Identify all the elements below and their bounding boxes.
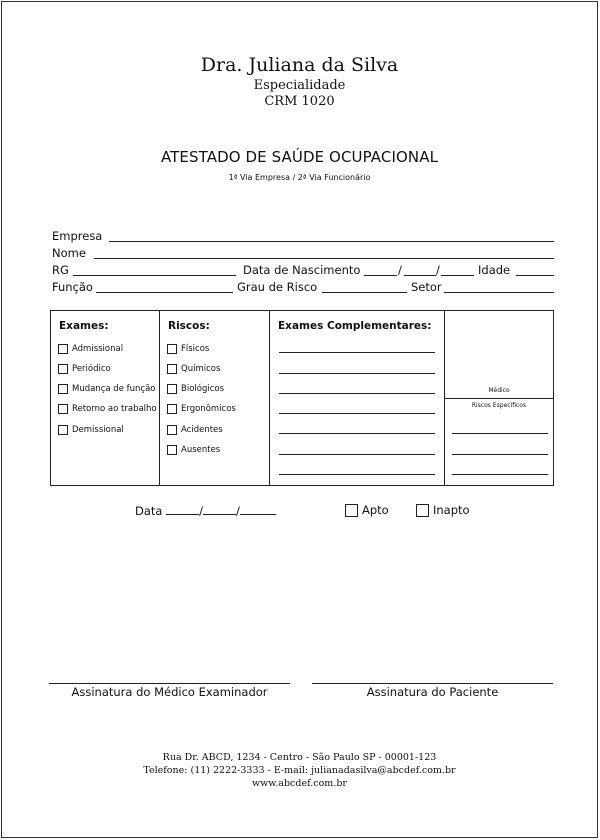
date-sep-2: /: [236, 504, 240, 518]
empresa-field[interactable]: [109, 241, 554, 242]
exam-date-row: [135, 504, 276, 518]
funcao-field[interactable]: [96, 292, 233, 293]
doctor-name: Dra. Juliana da Silva: [200, 54, 399, 76]
date-label: Data: [135, 504, 163, 518]
exam-details-box: Exames: Admissional Periódico Mudança de função Retorno ao trabalho Demissional Riscos: Físicos Químicos Biológicos Ergonômicos Acidentes Ausentes Exames Complementares: Médico Riscos Específicos: [50, 310, 554, 486]
birthdate-label: Data de Nascimento: [243, 263, 361, 277]
complementares-line[interactable]: [279, 433, 435, 434]
footer-contact: Telefone: (11) 2222-3333 - E-mail: julianadasilva@abcdef.com.br: [143, 765, 456, 776]
setor-field[interactable]: [444, 292, 554, 293]
doctor-specialty: Especialidade: [253, 78, 346, 93]
column-divider: [269, 311, 270, 485]
doctor-crm: CRM 1020: [264, 94, 335, 109]
birthdate-sep-1: /: [398, 263, 402, 277]
inapto-checkbox[interactable]: [416, 504, 429, 517]
complementares-line[interactable]: [279, 413, 435, 414]
complementares-heading: Exames Complementares:: [278, 320, 432, 332]
checkbox[interactable]: [167, 364, 177, 374]
paciente-signature-label: Assinatura do Paciente: [366, 685, 499, 699]
exames-heading: Exames:: [59, 320, 109, 332]
birthdate-month-field[interactable]: [404, 275, 436, 276]
rg-field[interactable]: [73, 275, 236, 276]
idade-label: Idade: [478, 263, 511, 277]
riscos-especificos-label: Riscos Específicos: [471, 402, 527, 409]
date-day-field[interactable]: [166, 505, 199, 515]
medico-signature-label: Assinatura do Médico Examinador: [71, 685, 268, 699]
riscos-heading: Riscos:: [168, 320, 210, 332]
paciente-signature-line[interactable]: [312, 683, 553, 684]
complementares-line[interactable]: [279, 352, 435, 353]
rg-row: [52, 263, 554, 277]
nome-label: Nome: [52, 246, 86, 260]
complementares-line[interactable]: [279, 373, 435, 374]
apto-label: Apto: [362, 503, 389, 517]
date-year-field[interactable]: [240, 505, 276, 515]
checkbox[interactable]: [58, 404, 68, 414]
empresa-label: Empresa: [52, 229, 103, 243]
riscos-especificos-line[interactable]: [452, 474, 548, 475]
side-panel-divider: [445, 398, 553, 399]
nome-row: [52, 246, 554, 260]
inapto-label: Inapto: [433, 503, 470, 517]
birthdate-day-field[interactable]: [364, 275, 397, 276]
checkbox[interactable]: [58, 425, 68, 435]
riscos-especificos-line[interactable]: [452, 433, 548, 434]
footer-website: www.abcdef.com.br: [252, 778, 347, 789]
column-divider: [159, 311, 160, 485]
complementares-line[interactable]: [279, 454, 435, 455]
empresa-row: [52, 229, 554, 243]
checkbox[interactable]: [167, 404, 177, 414]
birthdate-year-field[interactable]: [441, 275, 474, 276]
grau-risco-field[interactable]: [322, 292, 407, 293]
checkbox[interactable]: [58, 344, 68, 354]
footer-address: Rua Dr. ABCD, 1234 - Centro - São Paulo SP - 00001-123: [162, 752, 437, 763]
date-sep-1: /: [199, 504, 203, 518]
checkbox[interactable]: [167, 445, 177, 455]
grau-risco-label: Grau de Risco: [237, 280, 318, 294]
medico-label: Médico: [488, 387, 510, 394]
apto-checkbox[interactable]: [345, 504, 358, 517]
setor-label: Setor: [411, 280, 442, 294]
complementares-line[interactable]: [279, 474, 435, 475]
document-subtitle: 1ª Via Empresa / 2ª Via Funcionário: [228, 173, 371, 182]
checkbox[interactable]: [58, 384, 68, 394]
checkbox[interactable]: [167, 344, 177, 354]
medico-signature-line[interactable]: [49, 683, 290, 684]
funcao-row: [52, 280, 554, 294]
checkbox[interactable]: [167, 384, 177, 394]
checkbox[interactable]: [167, 425, 177, 435]
checkbox[interactable]: [58, 364, 68, 374]
rg-label: RG: [52, 263, 69, 277]
complementares-line[interactable]: [279, 393, 435, 394]
birthdate-sep-2: /: [436, 263, 440, 277]
date-month-field[interactable]: [203, 505, 236, 515]
nome-field[interactable]: [94, 258, 554, 259]
funcao-label: Função: [52, 280, 93, 294]
document-title: ATESTADO DE SAÚDE OCUPACIONAL: [160, 148, 439, 166]
idade-field[interactable]: [516, 275, 554, 276]
certificate-page: [1, 1, 598, 838]
riscos-especificos-line[interactable]: [452, 454, 548, 455]
